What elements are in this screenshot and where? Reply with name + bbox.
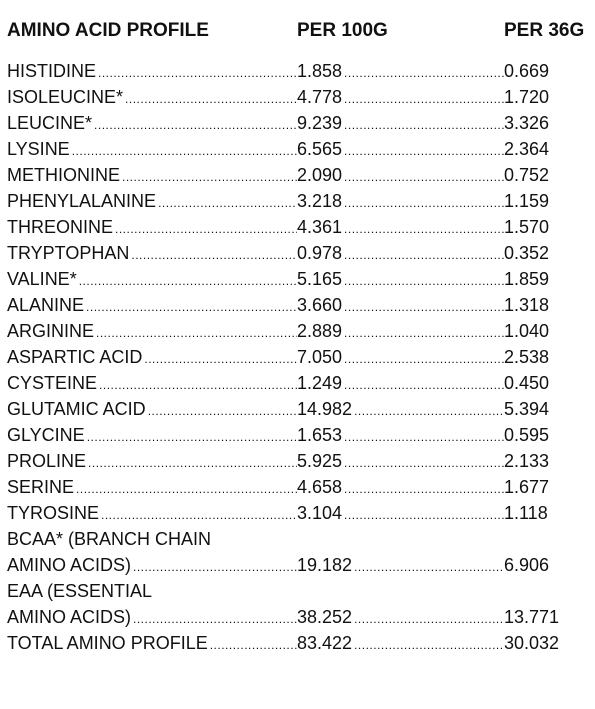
table-body [7,58,587,656]
value-per-36g: 5.394 [504,396,587,422]
value-per-36g: 0.352 [504,240,587,266]
value-per-100g: 9.239 ..... [297,110,504,138]
value-per-100g: 2.889 ..... [297,318,504,346]
value-per-100g: 0.978 ..... [297,240,504,268]
table-row [7,370,587,396]
amino-name: VALINE* ..... [7,266,297,294]
value-per-100g: 14.982 ..... [297,396,504,424]
table-row [7,214,587,240]
table-row [7,422,587,448]
amino-name: PHENYLALANINE ..... [7,188,297,216]
table-row [7,318,587,344]
bcaa-label-line2: AMINO ACIDS) ..... [7,552,297,580]
value-per-36g: 1.677 [504,474,587,500]
value-per-100g: 6.565 ..... [297,136,504,164]
table-row [7,188,587,214]
value-per-100g: 3.660 ..... [297,292,504,320]
amino-name: PROLINE ..... [7,448,297,476]
amino-name: GLYCINE ..... [7,422,297,450]
eaa-label-line1: EAA (ESSENTIAL [7,581,153,601]
value-per-36g: 1.040 [504,318,587,344]
amino-name: SERINE ..... [7,474,297,502]
eaa-label-line2: AMINO ACIDS) ..... [7,604,297,632]
value-per-100g: 4.658 ..... [297,474,504,502]
value-per-100g: 5.925 ..... [297,448,504,476]
value-per-36g: 2.133 [504,448,587,474]
amino-name: LEUCINE* ..... [7,110,297,138]
bcaa-label-line1: BCAA* (BRANCH CHAIN [7,529,212,549]
amino-name: LYSINE ..... [7,136,297,164]
value-per-100g: 1.653 ..... [297,422,504,450]
total-row [7,630,587,656]
amino-name: ISOLEUCINE* ..... [7,84,297,112]
value-per-100g: 7.050 ..... [297,344,504,372]
value-per-36g: 1.118 [504,500,587,526]
total-label: TOTAL AMINO PROFILE ..... [7,630,297,658]
value-per-100g: 3.218 ..... [297,188,504,216]
value-per-36g: 0.752 [504,162,587,188]
eaa-row [7,604,587,630]
value-per-36g: 3.326 [504,110,587,136]
amino-name: ALANINE ..... [7,292,297,320]
table-row [7,240,587,266]
bcaa-row [7,552,587,578]
value-per-36g: 2.364 [504,136,587,162]
table-row [7,344,587,370]
amino-name: GLUTAMIC ACID ..... [7,396,297,424]
table-row [7,266,587,292]
value-per-100g: 1.249 ..... [297,370,504,398]
table-row [7,136,587,162]
value-per-36g: 2.538 [504,344,587,370]
value-per-100g: 4.778 ..... [297,84,504,112]
bcaa-per-36g: 6.906 [504,552,587,578]
value-per-100g: 1.858 ..... [297,58,504,86]
value-per-100g: 3.104 ..... [297,500,504,528]
table-row [7,58,587,84]
eaa-label-row [7,578,587,604]
value-per-100g: 2.090 ..... [297,162,504,190]
value-per-100g: 4.361 ..... [297,214,504,242]
value-per-36g: 1.318 [504,292,587,318]
amino-name: HISTIDINE ..... [7,58,297,86]
table-row [7,162,587,188]
amino-name: ARGININE ..... [7,318,297,346]
header-title: AMINO ACID PROFILE [7,20,209,41]
table-row [7,448,587,474]
amino-name: THREONINE ..... [7,214,297,242]
total-per-100g: 83.422 ..... [297,630,504,658]
amino-name: ASPARTIC ACID ..... [7,344,297,372]
bcaa-per-100g: 19.182 ..... [297,552,504,580]
value-per-36g: 1.720 [504,84,587,110]
amino-name: TYROSINE ..... [7,500,297,528]
value-per-36g: 0.450 [504,370,587,396]
value-per-36g: 1.570 [504,214,587,240]
amino-name: CYSTEINE ..... [7,370,297,398]
table-row [7,500,587,526]
table-row [7,292,587,318]
value-per-36g: 0.595 [504,422,587,448]
table-row [7,84,587,110]
table-row [7,474,587,500]
eaa-per-36g: 13.771 [504,604,587,630]
header-per-36g: PER 36G [504,20,585,41]
header-per-100g: PER 100G [297,20,388,41]
amino-name: METHIONINE ..... [7,162,297,190]
eaa-per-100g: 38.252 ..... [297,604,504,632]
amino-name: TRYPTOPHAN ..... [7,240,297,268]
table-row [7,110,587,136]
value-per-100g: 5.165 ..... [297,266,504,294]
value-per-36g: 1.159 [504,188,587,214]
value-per-36g: 1.859 [504,266,587,292]
total-per-36g: 30.032 [504,630,587,656]
value-per-36g: 0.669 [504,58,587,84]
table-header [7,20,587,46]
table-row [7,396,587,422]
bcaa-label-row [7,526,587,552]
